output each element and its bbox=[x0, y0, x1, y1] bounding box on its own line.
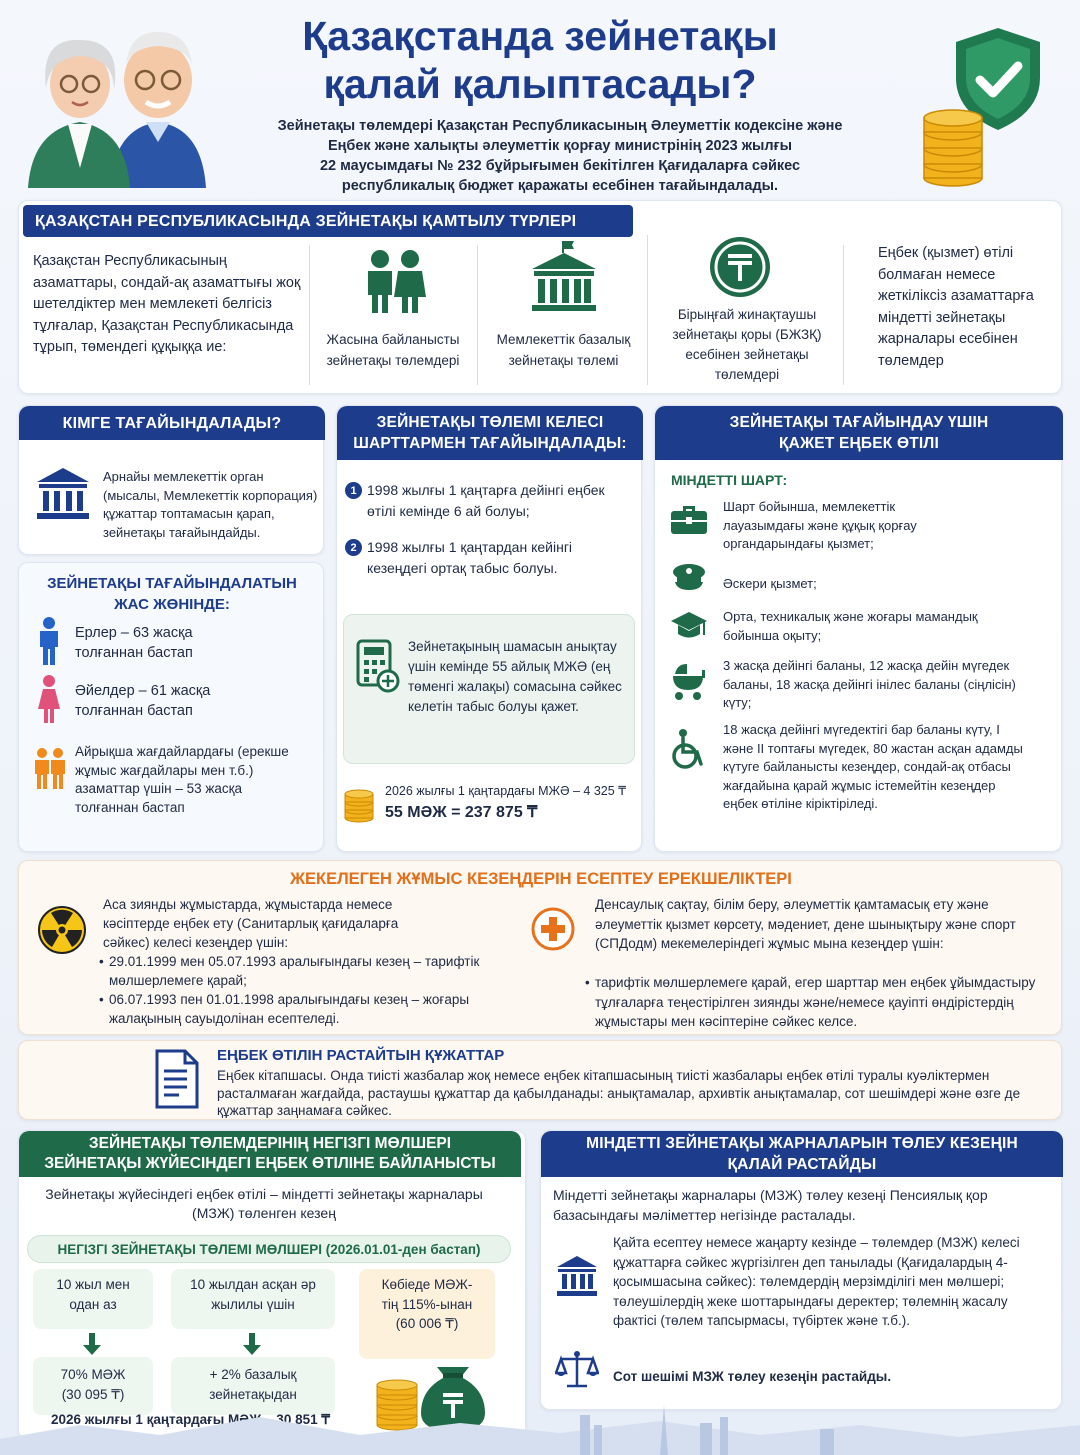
special-left-intro: Аса зиянды жұмыстарда, жұмыстарда немесе кәсіптерде еңбек ету (Санитарлық қағидаларға сәйкес) келесі кезеңдер үшін: bbox=[103, 897, 399, 950]
tenge-coin-icon bbox=[708, 235, 772, 299]
experience-item: Орта, техникалық және жоғары мамандық бойынша оқыту; bbox=[723, 609, 978, 643]
condition-number-2 bbox=[345, 539, 362, 556]
age-special: Айрықша жағдайлардағы (ерекше жұмыс жағдайлары мен т.б.) азаматтар үшін – 53 жасқа толғаннан бастап bbox=[75, 744, 289, 815]
confirm-item-recalc: Қайта есептеу немесе жаңарту кезінде – төлемдер (МЗЖ) келесі құжаттарға сәйкес жүргізілген деп танылады (Қағидалардың 4-қосымшасына сәйкес): төлемдердің мерзімділігі мен мөлшері; төлеушілердің жеке шоттарындағы деректер; төлемнің жасалу фактісі (төлем тапсырмасы, түбіртек және т.б.). bbox=[613, 1235, 1020, 1328]
whom-title: КІМГЕ ТАҒАЙЫНДАЛАДЫ? bbox=[19, 406, 325, 440]
subtitle-line: республикалық бюджет қаражаты есебінен тағайындалады. bbox=[341, 178, 779, 194]
arrow-down-icon bbox=[83, 1333, 101, 1355]
document-icon bbox=[153, 1049, 201, 1109]
pension-type-age bbox=[309, 245, 477, 385]
experience-item: 3 жасқа дейінгі баланы, 12 жасқа дейін мүгедек баланы, 18 жасқа дейінгі інілес баланы (сіңлісін) күту; bbox=[723, 658, 1016, 710]
bullet-dot: • bbox=[585, 975, 590, 990]
graduation-cap-icon bbox=[669, 610, 709, 642]
experience-10-years-box: 10 жыл мен одан аз bbox=[33, 1269, 153, 1329]
military-cap-icon bbox=[671, 562, 707, 592]
experience-subtitle: МІНДЕТТІ ШАРТ: bbox=[671, 472, 788, 488]
confirm-intro: Міндетті зейнетақы жарналары (МЗЖ) төлеу кезеңі Пенсиялық қор базасындағы мәліметтер негізінде расталады. bbox=[553, 1187, 988, 1223]
medical-cross-icon bbox=[531, 907, 575, 951]
base-amount-footer: 2026 жылғы 1 қаңтардағы МӘЖ – 30 851 ₸ bbox=[51, 1412, 330, 1427]
base-amount-pill: НЕГІЗГІ ЗЕЙНЕТАҚЫ ТӨЛЕМІ МӨЛШЕРІ (2026.01.01-ден бастап) bbox=[27, 1235, 511, 1263]
woman-icon bbox=[37, 675, 61, 723]
subtitle-line: Зейнетақы төлемдері Қазақстан Республикасының Әлеуметтік кодексіне және bbox=[277, 118, 843, 134]
experience-item: Әскери қызмет; bbox=[723, 576, 817, 591]
base-amount-card bbox=[18, 1130, 526, 1440]
page-subtitle bbox=[210, 116, 910, 196]
wheelchair-icon bbox=[669, 728, 709, 770]
government-building-icon bbox=[35, 464, 91, 522]
calculator-icon bbox=[356, 639, 400, 693]
over-10-years-box: 10 жылдан асқан әр жылилы үшін bbox=[171, 1269, 335, 1329]
confirm-title: МІНДЕТТІ ЗЕЙНЕТАҚЫ ЖАРНАЛАРЫН ТӨЛЕУ КЕЗЕҢІН ҚАЛАЙ РАСТАЙДЫ bbox=[541, 1131, 1063, 1177]
pension-type-mandatory bbox=[843, 245, 1053, 385]
scales-icon bbox=[555, 1349, 599, 1389]
whom-text: Арнайы мемлекеттік орган (мысалы, Мемлекеттік корпорация) құжаттар топтамасын қарап, зейнетақы тағайындайды. bbox=[103, 469, 318, 540]
mzp-line: 2026 жылғы 1 қаңтардағы МЖӘ – 4 325 ₸ bbox=[385, 784, 627, 798]
special-left-bullet bbox=[99, 990, 529, 1028]
age-women: Әйелдер – 61 жасқа толғаннан бастап bbox=[75, 683, 211, 719]
special-left-bullet-text: 29.01.1999 мен 05.07.1993 аралығындағы кезең – тарифтік мөлшерлемеге қарай; bbox=[109, 954, 480, 988]
pension-type-basic bbox=[477, 245, 647, 385]
coin-stack-icon bbox=[343, 784, 375, 824]
age-men: Ерлер – 63 жасқа толғаннан бастап bbox=[75, 625, 193, 661]
condition-number-1 bbox=[345, 482, 362, 499]
conditions-card bbox=[336, 405, 642, 852]
income-requirement-box bbox=[343, 614, 635, 764]
page-title-line1: Қазақстанда зейнетақы bbox=[302, 13, 778, 59]
special-left-bullet-text: 06.07.1993 пен 01.01.1998 аралығындағы кезең – жоғары жалақының сауыдолінан есептеледі. bbox=[109, 992, 470, 1026]
pension-types-intro: Қазақстан Республикасының азаматтары, сондай-ақ азаматтығы жоқ шетелдіктер мен мемлекеті белгісіз тұлғалар, Қазақстан Республикасында тұрып, төмендегі құқыққа ие: bbox=[33, 253, 301, 355]
age-card bbox=[18, 562, 324, 852]
max-amount-box: Көбіеде МӘЖ-тің 115%-ынан (60 006 ₸) bbox=[359, 1269, 495, 1359]
city-skyline-illustration bbox=[0, 1395, 1080, 1455]
condition-number-text: 2 bbox=[350, 541, 357, 554]
plus-two-percent-box: + 2% базалық зейнетақыдан bbox=[171, 1357, 335, 1415]
special-left-bullet bbox=[99, 952, 519, 990]
pension-type-enpf bbox=[647, 235, 843, 385]
special-periods-card bbox=[18, 860, 1062, 1035]
coin-stack-icon bbox=[920, 108, 986, 188]
man-icon bbox=[37, 617, 61, 665]
documents-title: ЕҢБЕК ӨТІЛІН РАСТАЙТЫН ҚҰЖАТТАР bbox=[217, 1047, 505, 1064]
special-right-bullet bbox=[585, 973, 1055, 1032]
age-title: ЗЕЙНЕТАҚЫ ТАҒАЙЫНДАЛАТЫН ЖАС ЖӨНІНДЕ: bbox=[47, 575, 297, 613]
subtitle-line: 22 маусымдағы № 232 бұйрығымен бекітілген Қағидаларға сәйкес bbox=[319, 158, 801, 174]
page-title bbox=[220, 12, 860, 108]
income-requirement-text: Зейнетақының шамасын анықтау үшін кемінде 55 айлық МЖӘ (ең төменгі жалақы) сомасына сәйкес келетін табыс болуы қажет. bbox=[408, 639, 622, 714]
confirm-item-court: Сот шешімі МЗЖ төлеу кезеңін растайды. bbox=[613, 1369, 892, 1384]
pension-type-label: Жасына байланысты зейнетақы төлемдері bbox=[326, 332, 460, 368]
elderly-people-icon bbox=[360, 245, 430, 315]
experience-title: ЗЕЙНЕТАҚЫ ТАҒАЙЫНДАУ ҮШІН ҚАЖЕТ ЕҢБЕК ӨТІЛІ bbox=[655, 406, 1063, 460]
confirm-card bbox=[540, 1130, 1062, 1410]
arrow-down-icon bbox=[243, 1333, 261, 1355]
condition-number-text: 1 bbox=[350, 484, 357, 497]
condition-item-2: 1998 жылғы 1 қаңтардан кейінгі кезеңдегі ортақ табыс болуы. bbox=[367, 539, 573, 576]
experience-item: 18 жасқа дейінгі мүгедектігі бар баланы күту, I және II топтағы мүгедек, 80 жастан асқан адамды күтуге байланысты кезеңдер, сондай-ақ отбасы жағдайына қарай жұмыс істемейтін кезеңдер еңбек өтіліне кіріктіріледі. bbox=[723, 722, 1023, 811]
documents-text: Еңбек кітапшасы. Онда тиісті жазбалар жоқ немесе еңбек кітапшасының тиісті жазбалары еңбек өтілі туралы куәліктермен расталмаған жағдайда, растаушы құжаттар да қабылданады: анықтамалар, архивтік анықтамалар, сот шешімдері және өзге де құжаттар заңнамаға сәйкес. bbox=[217, 1068, 1021, 1118]
special-periods-title: ЖЕКЕЛЕГЕН ЖҰМЫС КЕЗЕҢДЕРІН ЕСЕПТЕУ ЕРЕКШЕЛІКТЕРІ bbox=[290, 870, 792, 888]
pension-types-card bbox=[18, 200, 1062, 394]
elderly-couple-illustration bbox=[18, 18, 208, 188]
baby-stroller-icon bbox=[669, 662, 709, 702]
pension-type-label: Мемлекеттік базалық зейнетақы төлемі bbox=[496, 332, 631, 368]
seventy-percent-box: 70% МӘЖ (30 095 ₸) bbox=[33, 1357, 153, 1415]
special-right-bullet-text: тарифтік мөлшерлемеге қарай, егер шарттар мен еңбек ұйымдастыру тұлғаларға теңестірілген зиянды және/немесе қауіпті өндірістердің жұмыстары мен кәсіптеріне сәйкес келсе. bbox=[595, 975, 1036, 1029]
mzp-total: 55 МӘЖ = 237 875 ₸ bbox=[385, 804, 538, 821]
family-icon bbox=[33, 747, 67, 789]
radiation-icon bbox=[37, 905, 87, 955]
pension-type-label: Бірыңғай жинақтаушы зейнетақы қоры (БЖЗҚ) есебінен зейнетақы төлемдері bbox=[672, 307, 822, 382]
special-right-intro: Денсаулық сақтау, білім беру, әлеуметтік қамтамасық ету және әлеуметтік қызмет көрсету, мәдениет, дене шынықтыру және спорт (СПДодм) мекемелеріндегі жұмыс мына кезеңдер үшін: bbox=[595, 897, 1016, 951]
page-title-line2: қалай қалыптасады? bbox=[323, 61, 757, 107]
conditions-title: ЗЕЙНЕТАҚЫ ТӨЛЕМІ КЕЛЕСІ ШАРТТАРМЕН ТАҒАЙЫНДАЛАДЫ: bbox=[337, 406, 643, 460]
pension-types-title: ҚАЗАҚСТАН РЕСПУБЛИКАСЫНДА ЗЕЙНЕТАҚЫ ҚАМТЫЛУ ТҮРЛЕРІ bbox=[23, 205, 633, 237]
briefcase-icon bbox=[669, 502, 709, 536]
experience-item: Шарт бойынша, мемлекеттік лауазымдағы және құқық қорғау органдарындағы қызмет; bbox=[723, 499, 917, 551]
subtitle-line: Еңбек және халықты әлеуметтік қорғау министрінің 2023 жылғы bbox=[327, 138, 793, 154]
bullet-dot: • bbox=[99, 954, 104, 969]
whom-card bbox=[18, 405, 324, 555]
experience-card bbox=[654, 405, 1062, 852]
documents-card bbox=[18, 1040, 1062, 1120]
bullet-dot: • bbox=[99, 992, 104, 1007]
pension-type-label: Еңбек (қызмет) өтілі болмаған немесе жеткіліксіз азаматтарға міндетті зейнетақы жарналары есебінен төлемдер bbox=[878, 245, 1034, 369]
condition-item-1: 1998 жылғы 1 қаңтарға дейінгі еңбек өтілі кемінде 6 ай болуы; bbox=[367, 482, 605, 519]
government-building-icon bbox=[555, 1253, 599, 1297]
base-amount-intro: Зейнетақы жүйесіндегі еңбек өтілі – міндетті зейнетақы жарналары (МЗЖ) төленген кезең bbox=[45, 1186, 483, 1221]
government-building-icon bbox=[528, 239, 600, 315]
base-amount-title: ЗЕЙНЕТАҚЫ ТӨЛЕМДЕРІНІҢ НЕГІЗГІ МӨЛШЕРІ ЗЕЙНЕТАҚЫ ЖҮЙЕСІНДЕГІ ЕҢБЕК ӨТІЛІНЕ БАЙЛАНЫСТЫ bbox=[19, 1131, 521, 1177]
